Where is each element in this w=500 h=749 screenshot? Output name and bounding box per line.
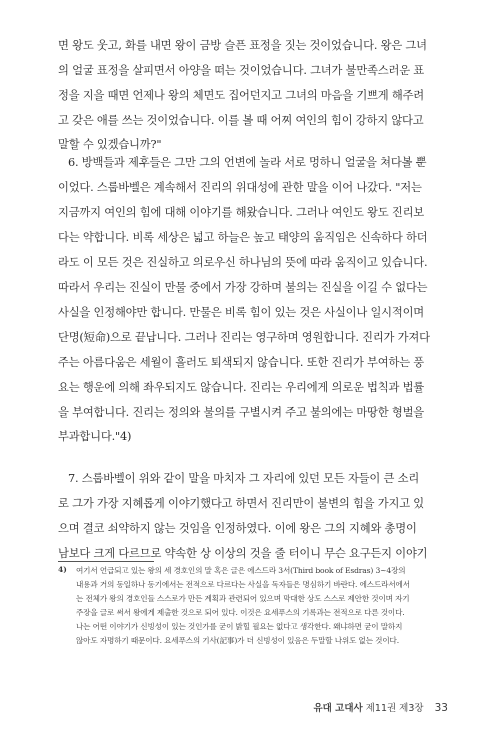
footnote-line: 는 전체가 왕의 경호인들 스스로가 만든 계획과 관련되어 있으며 막대한 상도 스스로 제안한 것이며 자기 [76,594,410,603]
body-line: 말할 수 있겠습니까?" [58,138,162,151]
body-line: 라도 이 모든 것은 진실하고 의로우신 하나님의 뜻에 따라 움직이고 있습니다. [58,256,428,269]
footnote-line: 않아도 자명하기 때문이다. 요세푸스의 기사(記事)가 더 신빙성이 있음은 두말할 나위도 없는 것이다. [76,636,399,645]
body-line: 요는 행운에 의해 좌우되지도 않습니다. 진리는 우리에게 의로운 법칙과 법률 [58,381,425,394]
book-page [58,0,448,749]
body-line: 주는 아름다움은 세월이 흘러도 퇴색되지 않습니다. 또한 진리가 부여하는 풍 [58,356,425,369]
body-line: 지금까지 여인의 힘에 대해 이야기를 해왔습니다. 그러나 여인도 왕도 진리보 [58,206,425,219]
body-line: 면 왕도 웃고, 화를 내면 왕이 금방 슬픈 표정을 짓는 것이었습니다. 왕은 그녀 [58,39,427,52]
footnote-line: 내용과 거의 동일하나 동기에서는 전적으로 다르다는 사실을 독자들은 명심하기 바란다. 에스드라서에서 [76,580,410,589]
footnote-line: 주장을 글로 써서 왕에게 제출한 것으로 되어 있다. 이것은 요세푸스의 기록과는 전적으로 다른 것이다. [76,608,405,617]
body-line: 을 부여합니다. 진리는 정의와 불의를 구별시켜 주고 불의에는 마땅한 형벌을 [58,406,425,419]
chapter-label: 제11권 제3장 [365,703,424,714]
footnote-line: 여기서 언급되고 있는 왕의 세 경호인의 말 혹은 글은 에스드라 3서(Third book of Esdras) 3~4장의 [76,566,406,575]
body-line: 따라서 우리는 진실이 만물 중에서 가장 강하며 불의는 진실을 이길 수 없다는 [58,281,428,294]
body-line: 다는 약합니다. 비록 세상은 넓고 하늘은 높고 태양의 움직임은 신속하다 하더 [58,231,428,244]
footnote-number: 4) [58,565,67,574]
page-number: 33 [434,702,448,714]
body-line: 의 얼굴 표정을 살피면서 아양을 떠는 것이었습니다. 그녀가 불만족스러운 표 [58,64,425,77]
body-line: 으며 결코 쇠약하지 않는 것임을 인정하였다. 이에 왕은 그의 지혜와 총명이 [58,522,417,535]
body-line: 남보다 크게 다르므로 약속한 상 이상의 것을 줄 터이니 무슨 요구든지 이야기 [58,547,428,560]
body-line: 7. 스룹바벨이 위와 같이 말을 마치자 그 자리에 있던 모든 자들이 큰 소리 [68,472,420,485]
body-line: 로 그가 가장 지혜롭게 이야기했다고 하면서 진리만이 불변의 힘을 가지고 있 [58,497,425,510]
footnote-separator [58,561,154,562]
body-line: 고 갖은 애를 쓰는 것이었습니다. 이를 볼 때 어찌 여인의 힘이 강하지 않다고 [58,114,424,127]
book-title: 유대 고대사 [313,703,363,714]
body-line: 단명(短命)으로 끝납니다. 그러나 진리는 영구하며 영원합니다. 진리가 가져다 [58,331,430,344]
body-line: 사실을 인정해야만 합니다. 만물은 비록 힘이 있는 것은 사실이나 일시적이며 [58,306,425,319]
body-line: 부과합니다."4) [58,430,132,443]
footnote-line: 나는 어떤 이야기가 신빙성이 있는 것인가를 굳이 밝힐 필요는 없다고 생각한다. 왜냐하면 굳이 말하지 [76,622,403,631]
body-line: 6. 방백들과 제후들은 그만 그의 언변에 놀라 서로 멍하니 얼굴을 쳐다볼 뿐 [68,156,427,169]
body-line: 정을 지을 때면 언제나 왕의 체면도 집어던지고 그녀의 마음을 기쁘게 해주려 [58,89,425,102]
running-footer [313,700,448,714]
body-line: 이었다. 스룹바벨은 계속해서 진리의 위대성에 관한 말을 이어 나갔다. "저는 [58,181,422,194]
